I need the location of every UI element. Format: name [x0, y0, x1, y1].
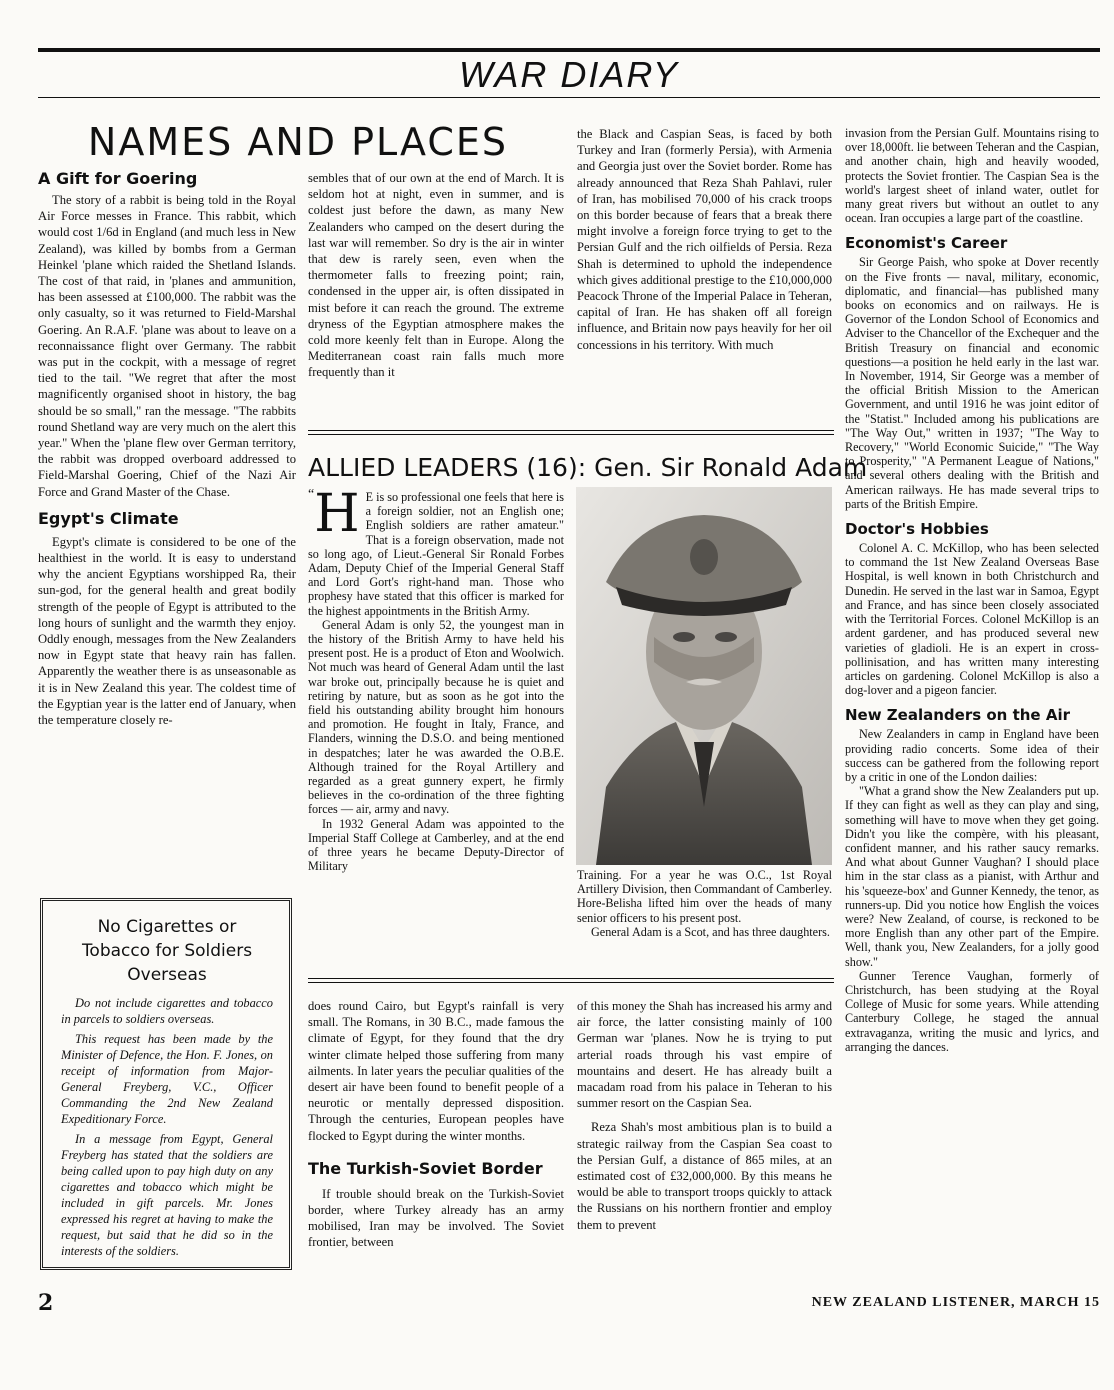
page-title: NAMES AND PLACES	[87, 120, 509, 164]
economist-heading: Economist's Career	[845, 234, 1008, 253]
col2-lower-text: does round Cairo, but Egypt's rainfall is very small. The Romans, in 30 B.C., made famous the climate of Egypt, for they found that the dry winter climate helped those suffering from many ailments. In later years the peculiar qualities of the desert air have been found to benefit people of a neurotic or mentally depressed disposition. Through the centuries, European peoples have flocked to Egypt during the winter months.	[308, 999, 564, 1143]
allied-p3: In 1932 General Adam was appointed to the Imperial Staff College at Camberley, and at the end of three years he became Deputy-Director of Military	[308, 816, 564, 874]
egypt-heading: Egypt's Climate	[38, 508, 179, 528]
notice-p2: This request has been made by the Minister of Defence, the Hon. F. Jones, on receipt of information from Major-General Freyberg, V.C., Officer Commanding the 2nd New Zealand Expeditionary Force.	[61, 1032, 273, 1126]
allied-leaders-title: ALLIED LEADERS (16): Gen. Sir Ronald Adam	[308, 453, 868, 482]
nz-air-p2: "What a grand show the New Zealanders put up. If they can fight as well as they can play and sing, something will have to move when they get going. Didn't you like the compère, with his pleasant, confident manner, and his rather saucy remarks. And what about Gunner Vaughan? I should place him in the star class as a pianist, with Arthur and his 'squeeze-box' and Gunner Kennedy, the tenor, as runners-up. Did you notice how English the voices were? New Zealand, of course, is reckoned to be more English than any other part of the Empire. Well, thank you, New Zealanders, for a jolly good show."	[845, 784, 1099, 969]
column-4	[845, 126, 1099, 1054]
allied-text	[308, 484, 564, 874]
section-rule-3	[308, 978, 834, 979]
turkish-text: If trouble should break on the Turkish-Soviet border, where Turkey already has an army mobilised, Iran may be involved. The Soviet frontier, between	[308, 1186, 564, 1250]
notice-p1: Do not include cigarettes and tobacco in parcels to soldiers overseas.	[61, 996, 273, 1026]
notice-title: No Cigarettes or Tobacco for Soldiers Overseas	[81, 917, 253, 985]
open-quote: “	[308, 487, 315, 502]
portrait-photo	[576, 487, 832, 865]
drop-cap: H	[314, 484, 360, 544]
notice-p3: In a message from Egypt, General Freyberg has stated that the soldiers are being called upon to pay high duty on any cigarettes and tobacco which might be included in gift parcels. Mr. Jones expressed his regret at having to make the request, but said that he did so in the interests of the soldiers.	[61, 1132, 273, 1258]
column-2-lower	[308, 998, 564, 1251]
turkish-heading: The Turkish-Soviet Border	[308, 1158, 543, 1178]
col2-text: sembles that of our own at the end of March. It is seldom hot at night, even in summer, and is coldest just before the dawn, as many New Zealanders who camped on the desert during the last war will remember. So dry is the air in winter that dew is rarely seen, even when the thermometer falls to freezing point; rain, condensed in the upper air, is often dissipated in mist before it can reach the ground. The extreme dryness of the Egyptian atmosphere makes the cold more keenly felt than in Europe. Along the Mediterranean coast rain falls much more frequently than it	[308, 171, 564, 380]
section-rule-1	[308, 430, 834, 431]
nz-air-p3: Gunner Terence Vaughan, formerly of Christchurch, has been studying at the Royal College of Music for some years. While attending Canterbury College, he staged the annual extravaganza, writing the music and lyrics, and arranging the dances.	[845, 968, 1099, 1054]
column-1-upper	[38, 168, 296, 728]
allied-p5: General Adam is a Scot, and has three daughters.	[591, 924, 830, 939]
right-top-text: invasion from the Persian Gulf. Mountains rising to over 18,000ft. lie between Teheran and the Caspian, and another chain, high and heavily wooded, protects the Soviet frontier. The Caspian Sea is the world's largest sheet of inland water, outlet for many great rivers but without an outlet to any ocean. Iran occupies a large part of the coastline.	[845, 126, 1099, 226]
top-rule	[38, 48, 1100, 52]
column-3-upper	[577, 126, 832, 353]
economist-text: Sir George Paish, who spoke at Dover recently on the Five fronts — naval, military, economic, diplomatic, and financial—has published many books on economics and on railways. He is Governor of the London School of Economics and Adviser to the Chancellor of the Exchequer and the British Treasury on financial and economic questions—a position he held early in the last war. In November, 1914, Sir George was a member of the official British Mission to the American Government, and until 1916 he was joint editor of the "Statist." Included among his publications are "The Way Out," written in 1937; "The Way to Recovery," "World Economic Suicide," "The Way to Prosperity," "A Permanent League of Nations," and several others dealing with the British and American railways. He has made several trips to parts of the British Empire.	[845, 255, 1099, 511]
doctor-heading: Doctor's Hobbies	[845, 520, 989, 539]
column-3-lower	[577, 998, 832, 1233]
allied-p2: General Adam is only 52, the youngest man in the history of the British Army to have held his present post. He is a product of Eton and Woolwich. Not much was heard of General Adam until the last war broke out, principally because he is quiet and retiring by nature, but as soon as he got into the field his outstanding ability brought him honours and promotion. He fought in Italy, France, and Flanders, winning the D.S.O. and being mentioned in despatches; later he was awarded the O.B.E. Although trained for the Royal Artillery and regarded as a great gunnery expert, he firmly believes in the co-ordination of the three fighting forces — air, army and navy.	[308, 617, 564, 817]
gift-heading: A Gift for Goering	[38, 169, 198, 188]
notice-box	[40, 898, 292, 1270]
col3-lower-a: of this money the Shah has increased his army and air force, the latter consisting mainly of 100 German war 'planes. Now he is trying to put arterial roads through his vast empire of mountains and desert. He has already built a macadam road from his palace in Teheran to his summer resort on the Caspian Sea.	[577, 999, 832, 1111]
masthead: WAR DIARY	[458, 54, 680, 95]
column-2-upper	[308, 170, 564, 381]
egypt-text: Egypt's climate is considered to be one of the healthiest in the world. It is easy to understand why the ancient Egyptians worshipped Ra, their sun-god, for the general health and great bodily strength of the people of Egypt is attributed to the long hours of sunlight and the warmth they enjoy. Oddly enough, messages from the New Zealanders now in Egypt state that heavy rain has fallen. Apparently the weather there is as unseasonable as it is in New Zealand this year. The coldest time of the Egyptian year is the latter end of January, when the temperature closely re-	[38, 534, 296, 728]
section-rule-4	[308, 982, 834, 983]
allied-p1: E is so professional one feels that here is a foreign soldier, not an English one; English soldiers are rather amateur." That is a foreign observation, made not so long ago, of Lieut.-General Sir Ronald Forbes Adam, Deputy Chief of the Imperial General Staff and Lord Gort's right-hand man. Those who prophesy have stated that this officer is marked for the highest appointments in the British Army.	[308, 490, 564, 618]
col3-text: the Black and Caspian Seas, is faced by both Turkey and Iran (formerly Persia), with Armenia and Georgia just over the Soviet border. Rome has already announced that Reza Shah Pahlavi, ruler of Iran, has mobilised 70,000 of his crack troops on this border because of fears that a break there might involve a foreign force trying to get to the Persian Gulf and the rich oilfields of Persia. Reza Shah is determined to uphold the independence which gives additional prestige to the £10,000,000 Peacock Throne of the Imperial Palace in Teheran, capital of Iran. He has shaken off all foreign influence, and Britain now pays heavily for her oil concessions in his territory. With much	[577, 127, 832, 352]
allied-p4: Training. For a year he was O.C., 1st Royal Artillery Division, then Commandant of Camberley. Hore-Belisha lifted him over the heads of many senior officers to his present post.	[577, 868, 832, 925]
section-rule-2	[308, 434, 834, 435]
gift-text: The story of a rabbit is being told in the Royal Air Force messes in France. This rabbit, which would cost 1/6d in England (and much less in New Zealand), was killed by bombs from a German Heinkel 'plane which raided the Shetland Islands. The cost of that raid, in 'planes and ammunition, has been assessed at £100,000. The rabbit was the only casualty, so it was returned to Field-Marshal Goering. An R.A.F. 'plane was about to leave on a reconnaissance flight over Germany. The rabbit was put in the cockpit, with a message of regret tied to the tail. "We regret that after the most magnificently organised shoot in history, the bag should be so small," ran the message. "The rabbits round Shetland way are very much on the alert this year." When the 'plane flew over German territory, the rabbit was dropped overboard addressed to Field-Marshal Goering, Chief of the Nazi Air Force and Grand Master of the Chase.	[38, 193, 296, 499]
publication-line: NEW ZEALAND LISTENER, MARCH 15	[811, 1295, 1100, 1310]
col3-lower-b: Reza Shah's most ambitious plan is to build a strategic railway from the Caspian Sea coast to the Persian Gulf, a distance of 865 miles, at an estimated cost of £32,000,000. By this means he would be able to transport troops quickly to attack the Russians on his northern frontier and employ them to prevent	[577, 1120, 832, 1232]
nz-air-heading: New Zealanders on the Air	[845, 706, 1070, 725]
page-number: 2	[38, 1290, 54, 1316]
doctor-text: Colonel A. C. McKillop, who has been selected to command the 1st New Zealand Overseas Base Hospital, is well known in both Christchurch and Dunedin. He served in the last war in Samoa, Egypt and France, and has since been closely associated with the Territorial Forces. Colonel McKillop is an ardent gardener, and has produced several new varieties of gladioli. He is an expert in cross-pollinisation, and has written many interesting articles on gardening. Colonel McKillop is also a dog-lover and a pigeon fancier.	[845, 541, 1099, 698]
nz-air-p1: New Zealanders in camp in England have been providing radio concerts. Some idea of their success can be gathered from the following report by a critic in one of the London dailies:	[845, 727, 1099, 784]
masthead-rule	[38, 97, 1100, 98]
allied-text-continued	[577, 868, 832, 939]
